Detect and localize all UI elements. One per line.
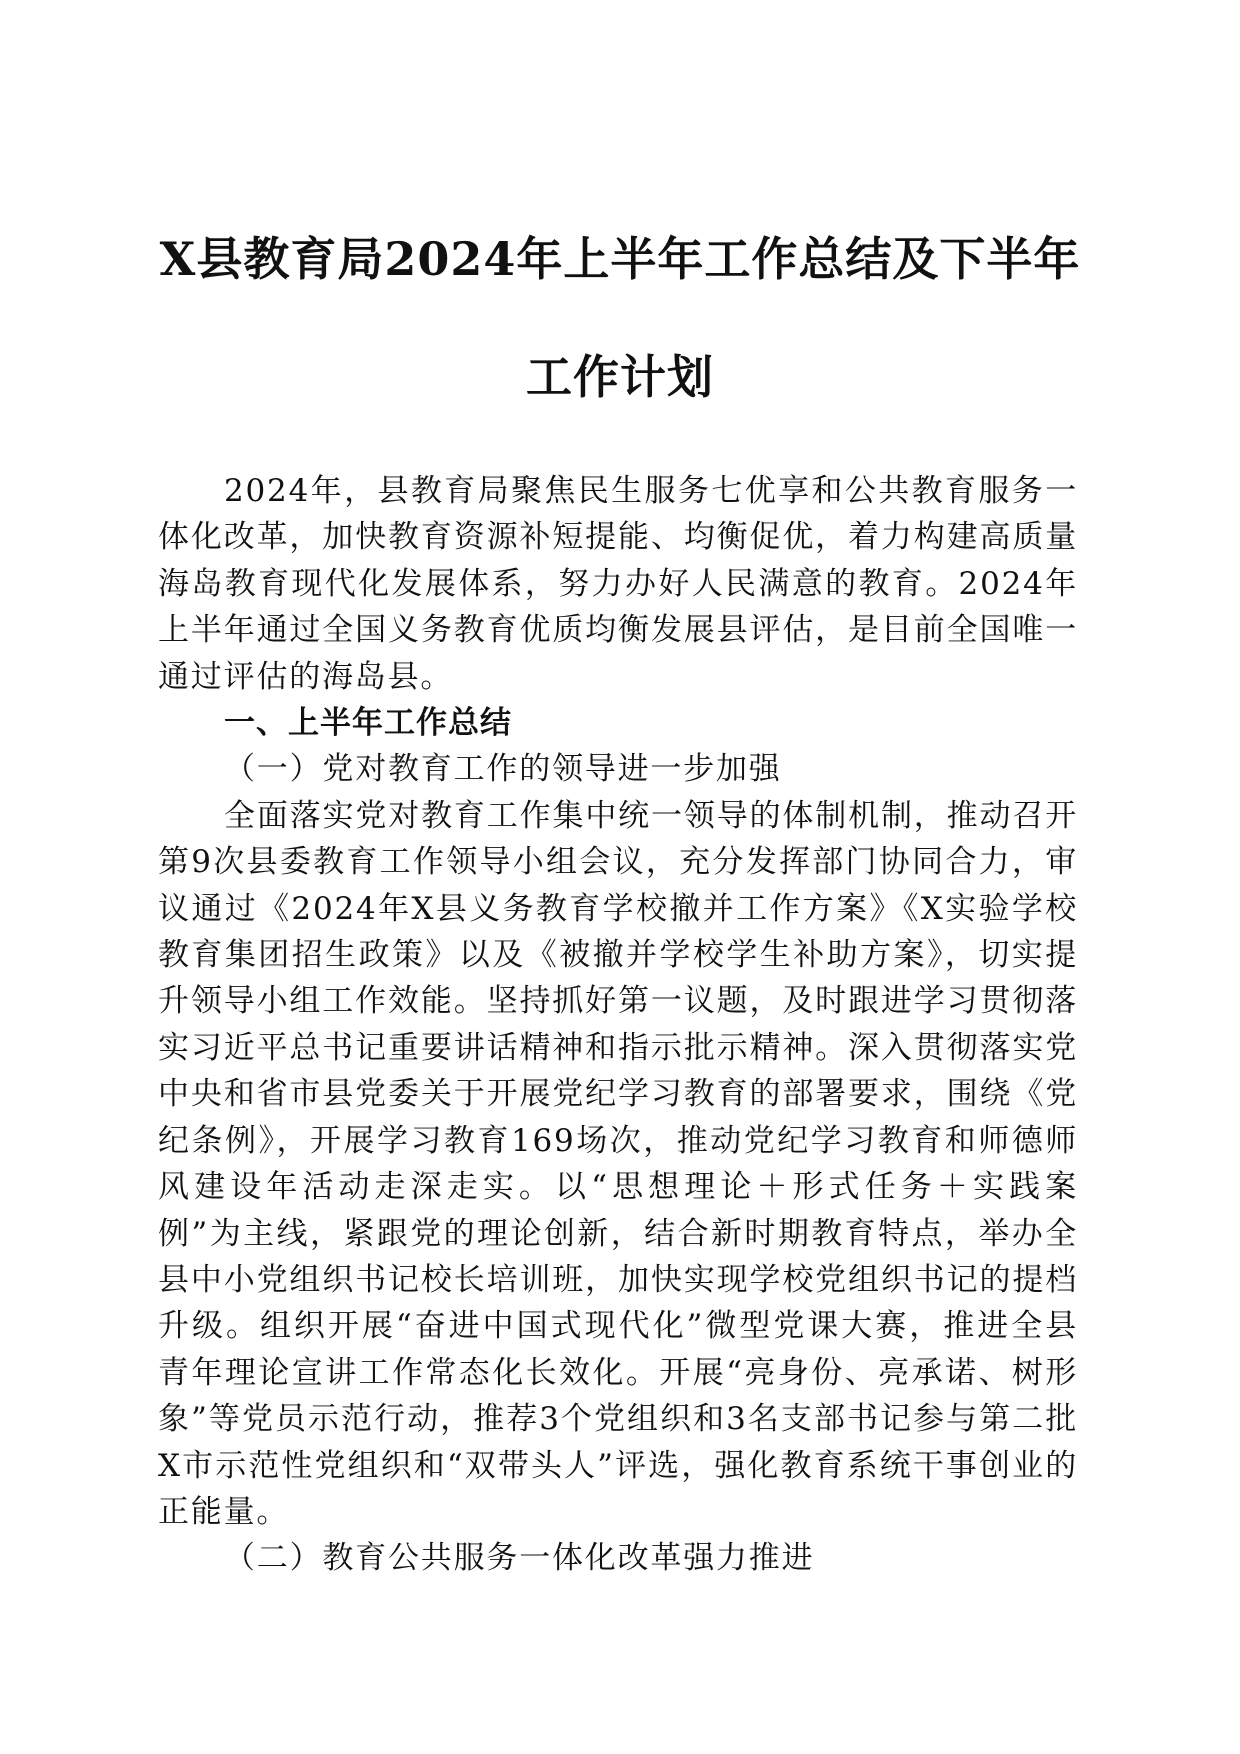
subsection-heading-2: （二）教育公共服务一体化改革强力推进 [224, 1540, 815, 1577]
subsection-heading-1: （一）党对教育工作的领导进一步加强 [224, 751, 782, 788]
subsection-1-paragraph: 全面落实党对教育工作集中统一领导的体制机制，推动召开第9次县委教育工作领导小组会议，充分发挥部门协同合力，审议通过《2024年X县义务教育学校撤并工作方案》《X实验学校教育集团招生政策》以及《被撤并学校学生补助方案》，切实提升领导小组工作效能。坚持抓好第一议题，及时跟进学习贯彻落实习近平总书记重要讲话精神和指示批示精神。深入贯彻落实党中央和省市县党委关于开展党纪学习教育的部署要求，围绕《党纪条例》，开展学习教育169场次，推动党纪学习教育和师德师风建设年活动走深走实。以“思想理论＋形式任务＋实践案例”为主线，紧跟党的理论创新，结合新时期教育特点，举办全县中小党组织书记校长培训班，加快实现学校党组织书记的提档升级。组织开展“奋进中国式现代化”微型党课大赛，推进全县青年理论宣讲工作常态化长效化。开展“亮身份、亮承诺、树形象”等党员示范行动，推荐3个党组织和3名支部书记参与第二批X市示范性党组织和“双带头人”评选，强化教育系统干事创业的正能量。 [158, 797, 1078, 1530]
intro-paragraph: 2024年，县教育局聚焦民生服务七优享和公共教育服务一体化改革，加快教育资源补短提能、均衡促优，着力构建高质量海岛教育现代化发展体系，努力办好人民满意的教育。2024年上半年通过全国义务教育优质均衡发展县评估，是目前全国唯一通过评估的海岛县。 [158, 473, 1078, 695]
document-title-line-2: 工作计划 [526, 350, 714, 404]
section-heading-1: 一、上半年工作总结 [224, 705, 512, 742]
document-body [158, 468, 1078, 1582]
document-title-line-1: X县教育局2024年上半年工作总结及下半年 [159, 232, 1081, 286]
